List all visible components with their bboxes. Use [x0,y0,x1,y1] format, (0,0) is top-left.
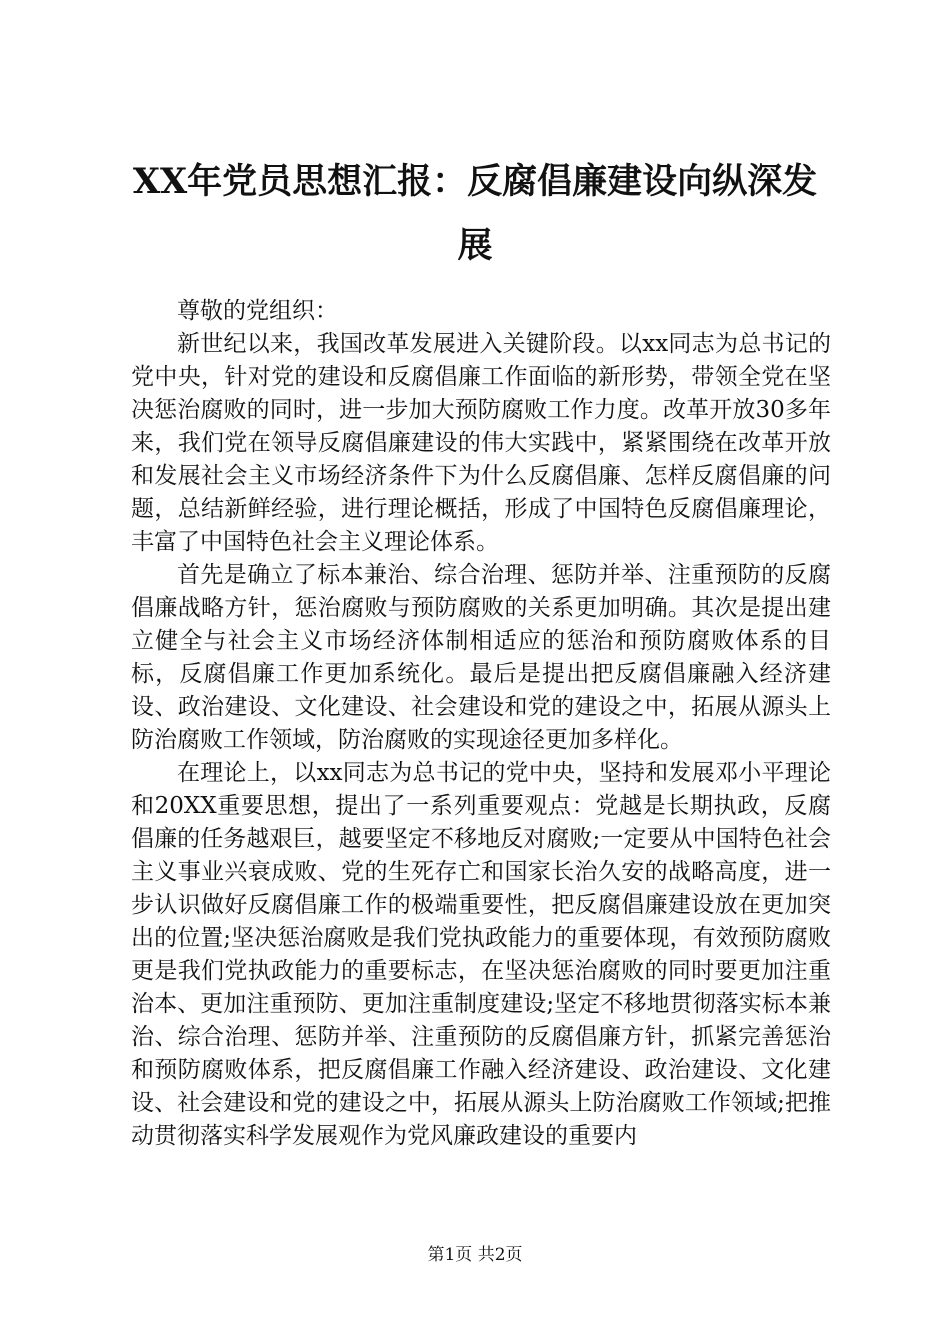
paragraph-3: 在理论上，以xx同志为总书记的党中央，坚持和发展邓小平理论和20XX重要思想，提出了一系列重要观点：党越是长期执政，反腐倡廉的任务越艰巨，越要坚定不移地反对腐败;一定要从中国特色社会主义事业兴衰成败、党的生死存亡和国家长治久安的战略高度，进一步认识做好反腐倡廉工作的极端重要性，把反腐倡廉建设放在更加突出的位置;坚决惩治腐败是我们党执政能力的重要体现，有效预防腐败更是我们党执政能力的重要标志，在坚决惩治腐败的同时要更加注重治本、更加注重预防、更加注重制度建设;坚定不移地贯彻落实标本兼治、综合治理、惩防并举、注重预防的反腐倡廉方针，抓紧完善惩治和预防腐败体系，把反腐倡廉工作融入经济建设、政治建设、文化建设、社会建设和党的建设之中，拓展从源头上防治腐败工作领域;把推动贯彻落实科学发展观作为党风廉政建设的重要内 [131,760,831,1149]
paragraph-1: 新世纪以来，我国改革发展进入关键阶段。以xx同志为总书记的党中央，针对党的建设和反腐倡廉工作面临的新形势，带领全党在坚决惩治腐败的同时，进一步加大预防腐败工作力度。改革开放30多年来，我们党在领导反腐倡廉建设的伟大实践中，紧紧围绕在改革开放和发展社会主义市场经济条件下为什么反腐倡廉、怎样反腐倡廉的问题，总结新鲜经验，进行理论概括，形成了中国特色反腐倡廉理论，丰富了中国特色社会主义理论体系。 [131,331,831,555]
salutation: 尊敬的党组织： [177,298,338,324]
document-body [131,295,831,1153]
page-footer: 第1页 共2页 [427,1245,523,1265]
document-title: XX年党员思想汇报：反腐倡廉建设向纵深发展 [132,161,818,266]
paragraph-2: 首先是确立了标本兼治、综合治理、惩防并举、注重预防的反腐倡廉战略方针，惩治腐败与预防腐败的关系更加明确。其次是提出建立健全与社会主义市场经济体制相适应的惩治和预防腐败体系的目标，反腐倡廉工作更加系统化。最后是提出把反腐倡廉融入经济建设、政治建设、文化建设、社会建设和党的建设之中，拓展从源头上防治腐败工作领域，防治腐败的实现途径更加多样化。 [131,562,831,753]
